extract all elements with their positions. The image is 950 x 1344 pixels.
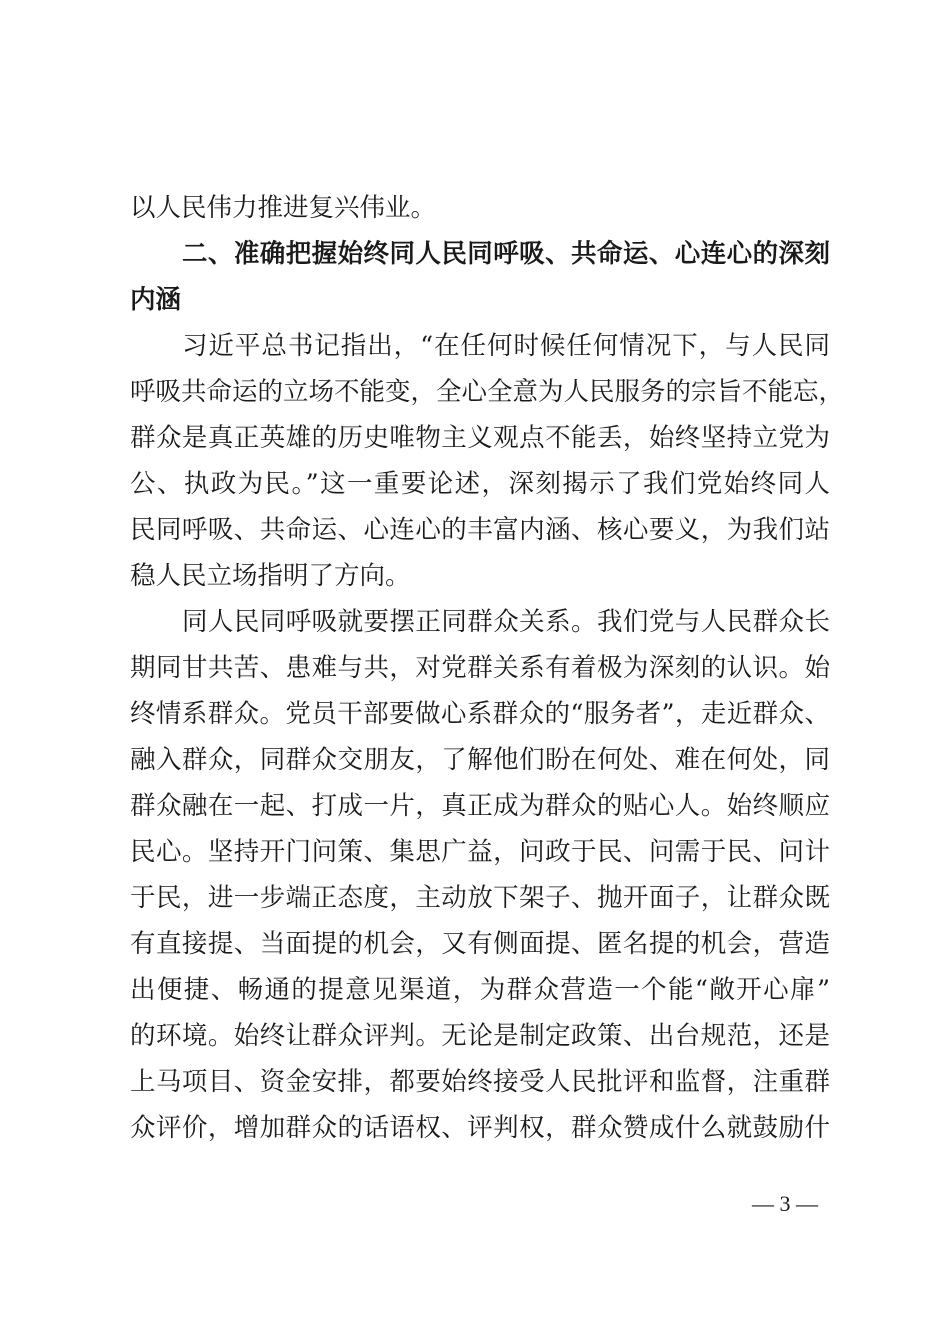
paragraph-line: 终情系群众。党员干部要做心系群众的“服务者”，走近群众、: [130, 699, 830, 729]
paragraph-line: 民同呼吸、共命运、心连心的丰富内涵、核心要义，为我们站: [130, 515, 830, 545]
paragraph-line: 上马项目、资金安排，都要始终接受人民批评和监督，注重群: [130, 1067, 830, 1097]
paragraph-line: 众评价，增加群众的话语权、评判权，群众赞成什么就鼓励什: [130, 1113, 830, 1143]
page-number: — 3 —: [752, 1191, 818, 1216]
section-heading-line: 二、准确把握始终同人民同呼吸、共命运、心连心的深刻: [182, 239, 830, 269]
paragraph-line: 群众是真正英雄的历史唯物主义观点不能丢，始终坚持立党为: [130, 423, 830, 453]
paragraph-line: 习近平总书记指出，“在任何时候任何情况下，与人民同: [182, 331, 830, 361]
paragraph-line: 同人民同呼吸就要摆正同群众关系。我们党与人民群众长: [182, 607, 830, 637]
section-heading-line: 内涵: [130, 285, 182, 315]
paragraph-line: 民心。坚持开门问策、集思广益，问政于民、问需于民、问计: [130, 837, 830, 867]
paragraph-line: 的环境。始终让群众评判。无论是制定政策、出台规范，还是: [130, 1021, 830, 1051]
paragraph-line: 稳人民立场指明了方向。: [130, 561, 411, 591]
paragraph-line: 于民，进一步端正态度，主动放下架子、抛开面子，让群众既: [130, 883, 830, 913]
paragraph-line: 群众融在一起、打成一片，真正成为群众的贴心人。始终顺应: [130, 791, 830, 821]
paragraph-line: 公、执政为民。”这一重要论述，深刻揭示了我们党始终同人: [130, 469, 830, 499]
paragraph-line: 以人民伟力推进复兴伟业。: [130, 193, 437, 223]
paragraph-line: 融入群众，同群众交朋友，了解他们盼在何处、难在何处，同: [130, 745, 830, 775]
paragraph-line: 有直接提、当面提的机会，又有侧面提、匿名提的机会，营造: [130, 929, 830, 959]
paragraph-line: 期同甘共苦、患难与共，对党群关系有着极为深刻的认识。始: [130, 653, 830, 683]
paragraph-line: 出便捷、畅通的提意见渠道，为群众营造一个能“敞开心扉”: [130, 975, 830, 1005]
paragraph-line: 呼吸共命运的立场不能变，全心全意为人民服务的宗旨不能忘，: [130, 377, 845, 407]
